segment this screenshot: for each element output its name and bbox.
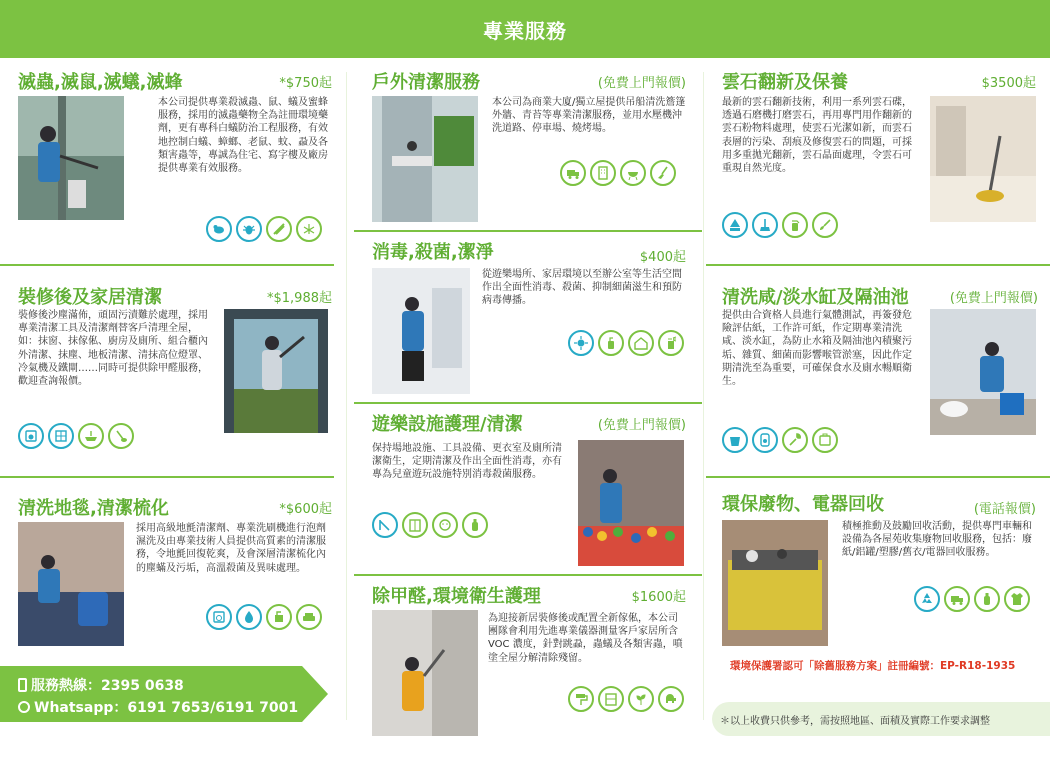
service-title: 環保廢物、電器回收 [722, 494, 884, 515]
service-price: $400起 [639, 250, 686, 265]
truck-icon [560, 160, 586, 186]
building-cleaning-photo [372, 96, 478, 222]
sofa-icon [296, 604, 322, 630]
column-divider [346, 72, 347, 720]
hotline-whatsapp[interactable] [18, 697, 298, 717]
service-pest [18, 68, 332, 258]
service-playground [372, 410, 686, 570]
window-cleaning-photo [224, 309, 328, 433]
boiler-icon [752, 427, 778, 453]
column-divider [703, 72, 704, 720]
germ-icon [568, 330, 594, 356]
tank-cleaning-photo [930, 309, 1036, 435]
plant-icon [628, 686, 654, 712]
drops-icon [236, 604, 262, 630]
service-price: *$600起 [279, 502, 332, 517]
hotline-number: 服務熱線：2395 0638 [31, 678, 184, 694]
service-price: (免費上門報價) [597, 418, 686, 433]
service-description: 本公司提供專業殺滅蟲、鼠、蟻及蜜蜂服務，採用的滅蟲藥物全為註冊環境藥劑，更有專科白蟻防治工程服務，有效地控制白蟻、蟑螂、老鼠、蚊、蝨及各類害蟲等，專誠為住宅、寫字樓及廠房提供專業有效服務。 [158, 97, 328, 175]
slide-icon [372, 512, 398, 538]
recycle-icon [914, 586, 940, 612]
service-title: 雲石翻新及保養 [722, 72, 848, 93]
hotline-banner [0, 666, 330, 722]
whatsapp-icon [18, 701, 30, 713]
cabinet-icon [598, 686, 624, 712]
service-icons [18, 423, 134, 449]
service-icons [568, 686, 684, 712]
paint-icon [568, 686, 594, 712]
service-icons [568, 330, 684, 356]
price-footnote: ＊以上收費只供參考，需按照地區、面積及實際工作要求調整 [720, 716, 990, 727]
service-description: 提供由合資格人員進行氣體測試，再簽發危險評估紙，工作許可紙，作定期專業清洗咸、淡水缸，為防止水箱及隔油池內積聚污垢、雜質、細菌而影響喉管淤塞，因此作定期清洗至為重要，可確保食水及廁水暢順衛生。 [722, 310, 912, 388]
service-title: 清洗咸/淡水缸及隔油池 [722, 287, 909, 308]
waste-skip-photo [722, 520, 828, 646]
service-icons [722, 212, 838, 238]
mop-icon [752, 212, 778, 238]
phone-icon [18, 678, 27, 692]
service-title: 清洗地毯,清潔梳化 [18, 498, 169, 519]
service-icons [914, 586, 1030, 612]
service-title: 戶外清潔服務 [372, 72, 480, 93]
vacuum-icon [108, 423, 134, 449]
service-description: 本公司為商業大廈/獨立屋提供吊船清洗簷篷外牆、青苔等專業清潔服務，並用水壓機沖洗道路、停車場、燒烤場。 [492, 97, 686, 135]
service-carpet [18, 494, 332, 654]
section-divider [0, 476, 334, 478]
broom-icon [650, 160, 676, 186]
elephant-icon [658, 686, 684, 712]
section-divider [354, 230, 702, 232]
service-price: (免費上門報價) [597, 76, 686, 91]
washer-icon [206, 604, 232, 630]
sink-icon [78, 423, 104, 449]
marble-polishing-photo [930, 96, 1036, 222]
service-photo [372, 96, 478, 222]
service-tank [722, 283, 1036, 459]
clothes-icon [1004, 586, 1030, 612]
service-title: 除甲醛,環境衛生護理 [372, 586, 541, 607]
wall-spraying-photo [372, 610, 478, 736]
service-icons [206, 216, 322, 242]
service-photo [224, 309, 328, 433]
locker-icon [402, 512, 428, 538]
bottle-recycle-icon [974, 586, 1000, 612]
wrench-icon [782, 427, 808, 453]
recycle-truck-icon [944, 586, 970, 612]
section-divider [0, 264, 334, 266]
service-title: 遊樂設施護理/清潔 [372, 414, 523, 435]
hotline-phone[interactable] [18, 675, 184, 695]
service-description: 裝修後沙塵滿佈，頑固污漬難於處理，採用專業清潔工具及清潔劑替客戶清理全屋，如：抹窗、抹傢俬、廚房及廁所、組合櫃內外清潔、抹塵、地板清潔、清抹高位燈罩、冷氣機及鐵閘……同時可提供除甲醛服務，歡迎查詢報價。 [18, 310, 208, 388]
service-icons [206, 604, 322, 630]
baby-icon [432, 512, 458, 538]
service-description: 採用高級地氈清潔劑、專業洗刷機進行泡劑濕洗及由專業技術人員提供高質素的清潔服務，令地氈回復乾爽，及會深層清潔梳化內的塵蟎及污垢，高溫殺菌及異味處理。 [136, 523, 326, 574]
section-divider [706, 476, 1050, 478]
service-photo [18, 522, 124, 646]
service-renovation [18, 283, 332, 463]
section-divider [354, 574, 702, 576]
polish-icon [722, 212, 748, 238]
service-photo [930, 309, 1036, 435]
whatsapp-number: Whatsapp：6191 7653/6191 7001 [34, 700, 299, 716]
page-header [0, 0, 1050, 58]
building-icon [590, 160, 616, 186]
service-title: 裝修後及家居清潔 [18, 287, 162, 308]
spray-icon [658, 330, 684, 356]
service-icons [372, 512, 488, 538]
page-title: 專業服務 [483, 18, 567, 43]
service-marble [722, 68, 1036, 254]
tank-icon [812, 427, 838, 453]
window-icon [48, 423, 74, 449]
service-photo [18, 96, 124, 220]
service-outdoor [372, 68, 686, 224]
service-title: 消毒,殺菌,潔淨 [372, 242, 494, 263]
service-photo [372, 268, 470, 394]
service-price: *$1,988起 [267, 291, 332, 306]
service-description: 最新的雲石翻新技術，利用一系列雲石碟，透過石磨機打磨雲石，再用專門用作翻新的雲石粉物料處理，使雲石光潔如新，而雲石表層的污染、刮痕及修復雲石的問題，可採用多重拋光翻新，雲石晶面處理，令雲石可重現自然光度。 [722, 97, 912, 175]
bucket-icon [722, 427, 748, 453]
service-icons [560, 160, 676, 186]
service-description: 為迎接新居裝修後或配置全新傢俬，本公司團隊會利用先進專業儀器測量客戶家居所含 VOC 濃度，針對跳蝨，蟲蟻及各類害蟲，噴塗全屋分解清除殘留。 [488, 613, 683, 664]
spray-bottle-icon [782, 212, 808, 238]
mosquito-icon [296, 216, 322, 242]
ball-pit-photo [578, 440, 684, 566]
service-disinfect [372, 238, 686, 396]
service-icons [722, 427, 838, 453]
service-price: *$750起 [279, 76, 332, 91]
service-recycle [722, 490, 1036, 630]
bug-icon [236, 216, 262, 242]
section-divider [354, 402, 702, 404]
cleaner-icon [266, 604, 292, 630]
epd-registration: 環境保護署認可「除舊服務方案」註冊編號：EP-R18-1935 [730, 660, 1016, 672]
service-photo [930, 96, 1036, 222]
bottle-icon [462, 512, 488, 538]
service-price: $3500起 [981, 76, 1036, 91]
pest-control-photo [18, 96, 124, 220]
service-description: 積極推動及鼓勵回收活動，提供專門車輛和設備為各屋苑收集廢物回收服務，包括：廢紙/鋁罐/塑膠/舊衣/電器回收服務。 [842, 521, 1032, 559]
section-divider [706, 264, 1050, 266]
service-description: 從遊樂場所、家居環境以至辦公室等生活空間作出全面性消毒、殺菌、抑制細菌滋生和預防病毒傳播。 [482, 269, 682, 307]
home-icon [628, 330, 654, 356]
service-title: 滅蟲,滅鼠,滅蟻,滅蜂 [18, 72, 183, 93]
appliance-icon [18, 423, 44, 449]
sanitizer-icon [598, 330, 624, 356]
service-formaldehyde [372, 582, 686, 742]
brush-icon [812, 212, 838, 238]
bbq-icon [620, 160, 646, 186]
termite-icon [266, 216, 292, 242]
service-photo [372, 610, 478, 736]
service-photo [578, 440, 684, 566]
carpet-cleaning-photo [18, 522, 124, 646]
service-price: $1600起 [631, 590, 686, 605]
service-price: (電話報價) [973, 502, 1036, 517]
disinfection-photo [372, 268, 470, 394]
service-description: 保持場地設施、工具設備、更衣室及廁所清潔衛生，定期清潔及作出全面性消毒，亦有專為兒童遊玩設施特別消毒殺菌服務。 [372, 443, 562, 481]
service-photo [722, 520, 828, 646]
mouse-icon [206, 216, 232, 242]
service-price: (免費上門報價) [949, 291, 1038, 306]
